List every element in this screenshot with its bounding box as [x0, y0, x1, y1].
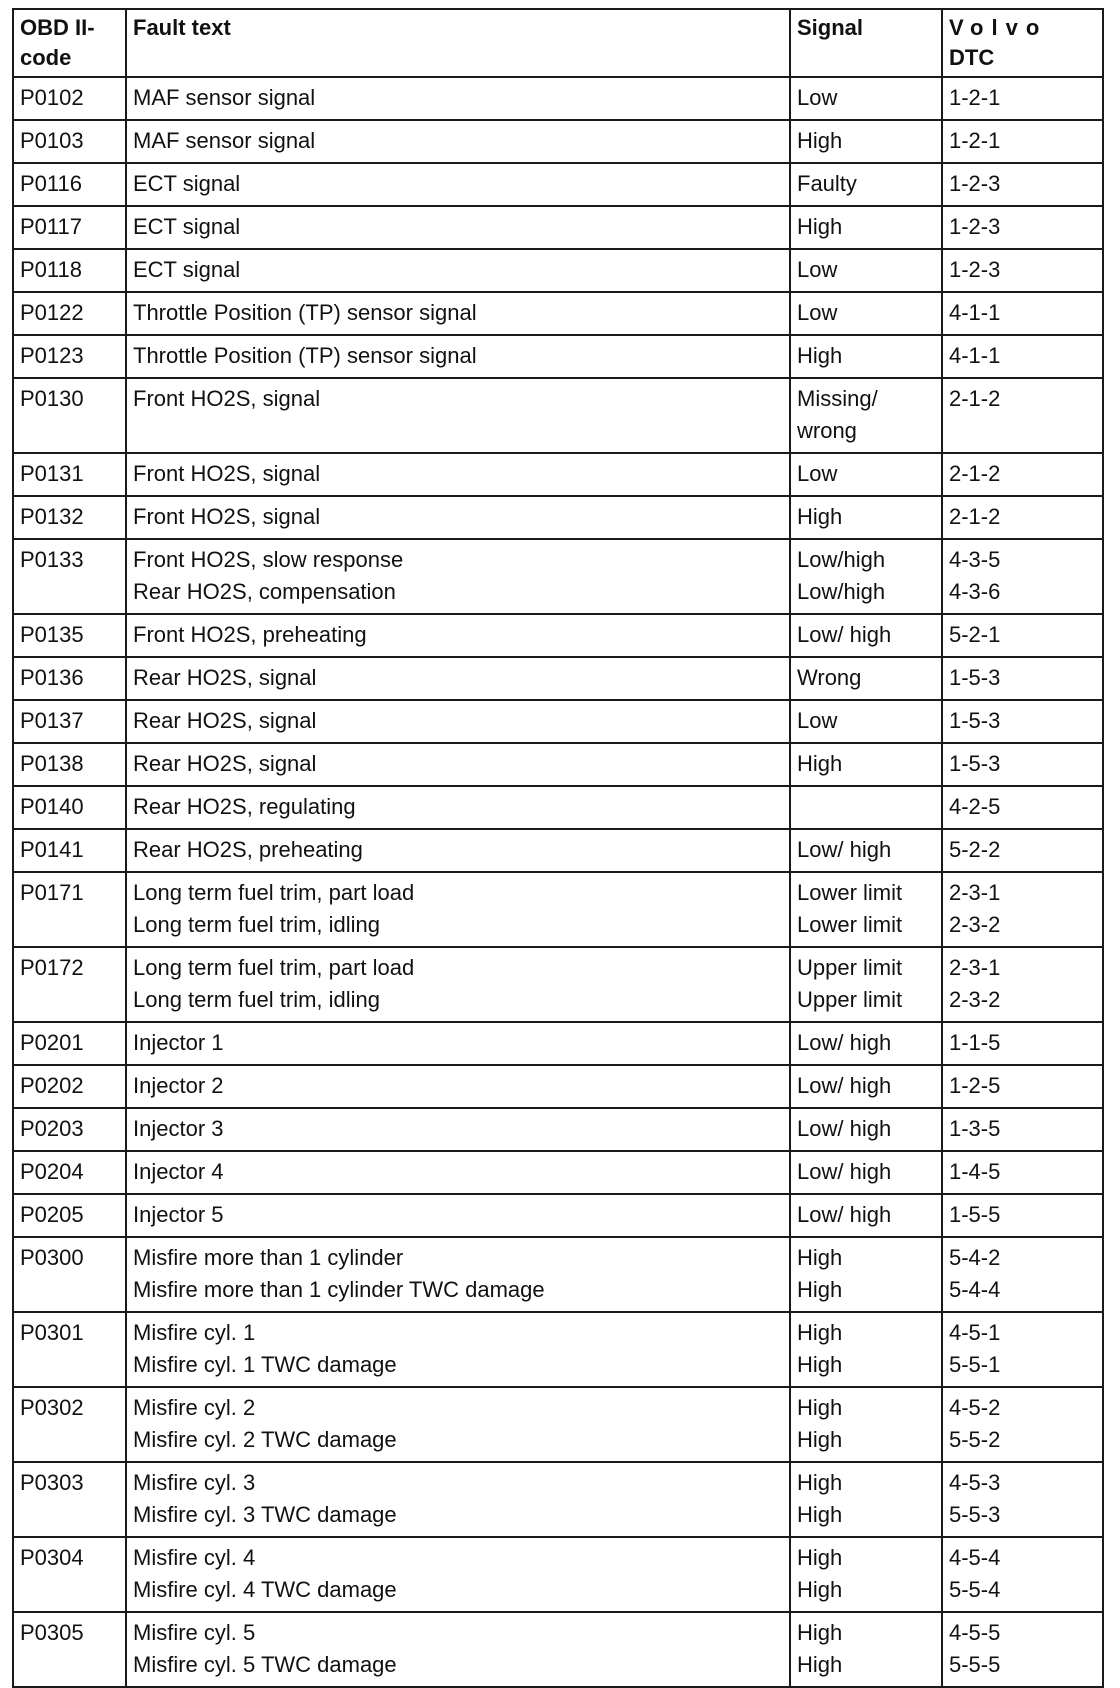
signal-cell [790, 1194, 942, 1237]
volvo-dtc-line: 2-1-2 [949, 461, 1001, 486]
fault-text-cell [126, 496, 790, 539]
fault-text-line: Injector 3 [133, 1116, 224, 1141]
table-row [13, 1312, 1103, 1387]
obd-code-cell: P0118 [13, 249, 126, 292]
header-volvo-dtc-line-2: DTC [949, 45, 995, 70]
table-row [13, 1194, 1103, 1237]
table-row [13, 77, 1103, 120]
volvo-dtc-line: 4-3-6 [949, 579, 1001, 604]
obd-code-cell: P0204 [13, 1151, 126, 1194]
volvo-dtc-line: 1-2-1 [949, 128, 1001, 153]
fault-text-line: Misfire cyl. 5 [133, 1620, 256, 1645]
table-row [13, 1537, 1103, 1612]
volvo-dtc-cell [942, 335, 1103, 378]
volvo-dtc-cell [942, 249, 1103, 292]
volvo-dtc-cell [942, 1537, 1103, 1612]
signal-line: High [797, 343, 843, 368]
signal-line: High [797, 1652, 843, 1677]
fault-text-line: Long term fuel trim, part load [133, 955, 415, 980]
volvo-dtc-line: 1-5-3 [949, 665, 1001, 690]
table-row [13, 378, 1103, 453]
signal-line: Low/ high [797, 1073, 892, 1098]
volvo-dtc-line: 5-5-5 [949, 1652, 1001, 1677]
table-row [13, 614, 1103, 657]
fault-text-line: Long term fuel trim, part load [133, 880, 415, 905]
obd-code-cell: P0117 [13, 206, 126, 249]
obd-code-cell: P0131 [13, 453, 126, 496]
obd-code-cell: P0141 [13, 829, 126, 872]
signal-cell [790, 1387, 942, 1462]
volvo-dtc-line: 1-1-5 [949, 1030, 1001, 1055]
fault-text-cell [126, 1237, 790, 1312]
obd-code-cell: P0302 [13, 1387, 126, 1462]
fault-text-line: Misfire cyl. 2 [133, 1395, 256, 1420]
fault-text-cell [126, 1022, 790, 1065]
volvo-dtc-cell [942, 1312, 1103, 1387]
fault-text-cell [126, 657, 790, 700]
table-row [13, 249, 1103, 292]
table-row [13, 120, 1103, 163]
signal-cell [790, 496, 942, 539]
table-row [13, 1462, 1103, 1537]
signal-cell [790, 872, 942, 947]
fault-text-cell [126, 120, 790, 163]
signal-line: Low/ high [797, 1030, 892, 1055]
signal-line: Low [797, 300, 838, 325]
signal-cell [790, 1237, 942, 1312]
volvo-dtc-line: 5-4-2 [949, 1245, 1001, 1270]
signal-cell [790, 786, 942, 829]
signal-line: Low/ high [797, 622, 892, 647]
fault-text-line: MAF sensor signal [133, 128, 316, 153]
volvo-dtc-line: 5-2-1 [949, 622, 1001, 647]
volvo-dtc-cell [942, 1065, 1103, 1108]
fault-text-line: MAF sensor signal [133, 85, 316, 110]
signal-line: Wrong [797, 665, 862, 690]
table-row [13, 743, 1103, 786]
obd-dtc-document [12, 8, 1102, 1688]
signal-cell [790, 829, 942, 872]
obd-dtc-table [12, 8, 1104, 1688]
volvo-dtc-cell [942, 292, 1103, 335]
fault-text-cell [126, 700, 790, 743]
signal-cell [790, 335, 942, 378]
volvo-dtc-line: 1-5-3 [949, 708, 1001, 733]
signal-line: Low/high [797, 579, 886, 604]
fault-text-line: Long term fuel trim, idling [133, 987, 380, 1012]
table-body [13, 77, 1103, 1687]
fault-text-cell [126, 335, 790, 378]
signal-cell [790, 1108, 942, 1151]
fault-text-cell [126, 77, 790, 120]
table-row [13, 539, 1103, 614]
signal-line: High [797, 1245, 843, 1270]
fault-text-cell [126, 1194, 790, 1237]
obd-code-cell: P0132 [13, 496, 126, 539]
fault-text-line: Misfire cyl. 3 TWC damage [133, 1502, 397, 1527]
fault-text-cell [126, 1065, 790, 1108]
fault-text-cell [126, 1387, 790, 1462]
fault-text-cell [126, 1108, 790, 1151]
obd-code-cell: P0205 [13, 1194, 126, 1237]
signal-cell [790, 947, 942, 1022]
signal-line: High [797, 1545, 843, 1570]
signal-cell [790, 1537, 942, 1612]
obd-code-cell: P0135 [13, 614, 126, 657]
table-row [13, 657, 1103, 700]
obd-code-cell: P0172 [13, 947, 126, 1022]
volvo-dtc-line: 4-5-1 [949, 1320, 1001, 1345]
fault-text-line: Throttle Position (TP) sensor signal [133, 300, 477, 325]
table-row [13, 335, 1103, 378]
fault-text-cell [126, 786, 790, 829]
header-signal: Signal [790, 9, 942, 77]
fault-text-cell [126, 1312, 790, 1387]
obd-code-cell: P0122 [13, 292, 126, 335]
volvo-dtc-cell [942, 1194, 1103, 1237]
volvo-dtc-line: 2-1-2 [949, 504, 1001, 529]
volvo-dtc-cell [942, 786, 1103, 829]
volvo-dtc-line: 4-3-5 [949, 547, 1001, 572]
obd-code-cell: P0202 [13, 1065, 126, 1108]
obd-code-cell: P0303 [13, 1462, 126, 1537]
volvo-dtc-line: 2-3-1 [949, 880, 1001, 905]
fault-text-line: Front HO2S, slow response [133, 547, 404, 572]
signal-line: High [797, 751, 843, 776]
signal-cell [790, 743, 942, 786]
obd-code-cell: P0130 [13, 378, 126, 453]
fault-text-line: Long term fuel trim, idling [133, 912, 380, 937]
table-row [13, 947, 1103, 1022]
volvo-dtc-line: 5-5-2 [949, 1427, 1001, 1452]
fault-text-cell [126, 292, 790, 335]
fault-text-line: Injector 4 [133, 1159, 224, 1184]
signal-line: Faulty [797, 171, 857, 196]
volvo-dtc-cell [942, 1108, 1103, 1151]
fault-text-cell [126, 249, 790, 292]
obd-code-cell: P0301 [13, 1312, 126, 1387]
obd-code-cell: P0123 [13, 335, 126, 378]
volvo-dtc-cell [942, 657, 1103, 700]
table-row [13, 453, 1103, 496]
obd-code-cell: P0103 [13, 120, 126, 163]
fault-text-line: Rear HO2S, signal [133, 708, 317, 733]
fault-text-cell [126, 378, 790, 453]
volvo-dtc-line: 1-5-5 [949, 1202, 1001, 1227]
obd-code-cell: P0116 [13, 163, 126, 206]
signal-line: High [797, 504, 843, 529]
signal-line: High [797, 1577, 843, 1602]
volvo-dtc-cell [942, 539, 1103, 614]
volvo-dtc-cell [942, 1387, 1103, 1462]
volvo-dtc-line: 1-2-5 [949, 1073, 1001, 1098]
volvo-dtc-line: 1-2-3 [949, 257, 1001, 282]
table-row [13, 1612, 1103, 1687]
fault-text-line: Injector 1 [133, 1030, 224, 1055]
signal-line: Low/high [797, 547, 886, 572]
signal-cell [790, 539, 942, 614]
fault-text-line: Misfire cyl. 3 [133, 1470, 256, 1495]
volvo-dtc-cell [942, 77, 1103, 120]
fault-text-line: ECT signal [133, 171, 241, 196]
volvo-dtc-cell [942, 378, 1103, 453]
signal-line: High [797, 1427, 843, 1452]
header-obd-code-line-2: code [20, 45, 72, 70]
table-row [13, 1108, 1103, 1151]
fault-text-cell [126, 453, 790, 496]
volvo-dtc-cell [942, 700, 1103, 743]
volvo-dtc-cell [942, 1022, 1103, 1065]
volvo-dtc-cell [942, 453, 1103, 496]
signal-cell [790, 614, 942, 657]
fault-text-line: ECT signal [133, 257, 241, 282]
table-row [13, 1237, 1103, 1312]
volvo-dtc-cell [942, 1237, 1103, 1312]
volvo-dtc-line: 4-5-2 [949, 1395, 1001, 1420]
volvo-dtc-cell [942, 829, 1103, 872]
obd-code-cell: P0137 [13, 700, 126, 743]
obd-code-cell: P0102 [13, 77, 126, 120]
volvo-dtc-line: 5-5-1 [949, 1352, 1001, 1377]
volvo-dtc-line: 2-3-1 [949, 955, 1001, 980]
signal-line: Low [797, 708, 838, 733]
signal-line: High [797, 1277, 843, 1302]
obd-code-cell: P0304 [13, 1537, 126, 1612]
volvo-dtc-line: 5-5-3 [949, 1502, 1001, 1527]
table-row [13, 829, 1103, 872]
signal-line: wrong [797, 418, 857, 443]
table-row [13, 206, 1103, 249]
signal-cell [790, 1022, 942, 1065]
signal-cell [790, 700, 942, 743]
signal-line: High [797, 1395, 843, 1420]
volvo-dtc-cell [942, 1612, 1103, 1687]
obd-code-cell: P0305 [13, 1612, 126, 1687]
signal-line: High [797, 128, 843, 153]
table-row [13, 872, 1103, 947]
fault-text-cell [126, 614, 790, 657]
obd-code-cell: P0136 [13, 657, 126, 700]
volvo-dtc-line: 5-5-4 [949, 1577, 1001, 1602]
signal-cell [790, 657, 942, 700]
signal-line: Upper limit [797, 955, 903, 980]
signal-line: High [797, 1352, 843, 1377]
header-volvo-dtc [942, 9, 1103, 77]
fault-text-line: Front HO2S, preheating [133, 622, 367, 647]
signal-cell [790, 1065, 942, 1108]
signal-line: Lower limit [797, 880, 903, 905]
fault-text-line: Misfire cyl. 1 TWC damage [133, 1352, 397, 1377]
volvo-dtc-cell [942, 947, 1103, 1022]
volvo-dtc-line: 4-2-5 [949, 794, 1001, 819]
signal-line: Low/ high [797, 1159, 892, 1184]
table-row [13, 496, 1103, 539]
volvo-dtc-cell [942, 496, 1103, 539]
fault-text-cell [126, 1462, 790, 1537]
signal-line: Low [797, 461, 838, 486]
volvo-dtc-cell [942, 872, 1103, 947]
signal-line: Low [797, 257, 838, 282]
signal-line: Low/ high [797, 837, 892, 862]
signal-line: Low/ high [797, 1116, 892, 1141]
fault-text-line: Misfire cyl. 4 TWC damage [133, 1577, 397, 1602]
signal-line: Low/ high [797, 1202, 892, 1227]
volvo-dtc-cell [942, 743, 1103, 786]
fault-text-line: Misfire cyl. 5 TWC damage [133, 1652, 397, 1677]
fault-text-line: Front HO2S, signal [133, 461, 321, 486]
signal-line: High [797, 214, 843, 239]
volvo-dtc-line: 2-3-2 [949, 912, 1001, 937]
volvo-dtc-line: 4-5-3 [949, 1470, 1001, 1495]
signal-cell [790, 206, 942, 249]
fault-text-cell [126, 872, 790, 947]
table-row [13, 292, 1103, 335]
fault-text-line: Injector 2 [133, 1073, 224, 1098]
signal-line: High [797, 1620, 843, 1645]
obd-code-cell: P0133 [13, 539, 126, 614]
fault-text-cell [126, 1612, 790, 1687]
fault-text-cell [126, 1537, 790, 1612]
header-obd-code-line-1: OBD II- [20, 15, 95, 40]
volvo-dtc-line: 4-5-4 [949, 1545, 1001, 1570]
table-row [13, 1151, 1103, 1194]
volvo-dtc-line: 1-2-1 [949, 85, 1001, 110]
volvo-dtc-line: 4-1-1 [949, 300, 1001, 325]
obd-code-cell: P0140 [13, 786, 126, 829]
volvo-dtc-cell [942, 1462, 1103, 1537]
signal-cell [790, 1612, 942, 1687]
volvo-dtc-line: 2-1-2 [949, 386, 1001, 411]
signal-cell [790, 1462, 942, 1537]
volvo-dtc-line: 4-1-1 [949, 343, 1001, 368]
fault-text-line: Rear HO2S, signal [133, 751, 317, 776]
volvo-dtc-line: 4-5-5 [949, 1620, 1001, 1645]
table-row [13, 1387, 1103, 1462]
signal-line: High [797, 1470, 843, 1495]
obd-code-cell: P0201 [13, 1022, 126, 1065]
volvo-dtc-line: 5-4-4 [949, 1277, 1001, 1302]
signal-line: High [797, 1320, 843, 1345]
volvo-dtc-line: 5-2-2 [949, 837, 1001, 862]
volvo-dtc-line: 1-2-3 [949, 214, 1001, 239]
table-row [13, 1022, 1103, 1065]
fault-text-cell [126, 1151, 790, 1194]
volvo-dtc-line: 1-5-3 [949, 751, 1001, 776]
signal-cell [790, 453, 942, 496]
fault-text-line: Misfire more than 1 cylinder TWC damage [133, 1277, 545, 1302]
fault-text-cell [126, 829, 790, 872]
signal-cell [790, 120, 942, 163]
volvo-dtc-line: 2-3-2 [949, 987, 1001, 1012]
fault-text-line: Front HO2S, signal [133, 386, 321, 411]
header-fault-text: Fault text [126, 9, 790, 77]
header-row [13, 9, 1103, 77]
table-row [13, 163, 1103, 206]
fault-text-line: Misfire cyl. 1 [133, 1320, 256, 1345]
obd-code-cell: P0203 [13, 1108, 126, 1151]
fault-text-line: ECT signal [133, 214, 241, 239]
volvo-dtc-line: 1-2-3 [949, 171, 1001, 196]
fault-text-line: Front HO2S, signal [133, 504, 321, 529]
signal-cell [790, 292, 942, 335]
volvo-dtc-line: 1-4-5 [949, 1159, 1001, 1184]
volvo-dtc-cell [942, 120, 1103, 163]
fault-text-cell [126, 743, 790, 786]
table-row [13, 700, 1103, 743]
signal-line: Missing/ [797, 386, 878, 411]
signal-cell [790, 249, 942, 292]
signal-cell [790, 378, 942, 453]
signal-line: Low [797, 85, 838, 110]
header-obd-code [13, 9, 126, 77]
volvo-dtc-line: 1-3-5 [949, 1116, 1001, 1141]
volvo-dtc-cell [942, 163, 1103, 206]
signal-cell [790, 163, 942, 206]
fault-text-line: Rear HO2S, preheating [133, 837, 363, 862]
volvo-dtc-cell [942, 206, 1103, 249]
fault-text-cell [126, 947, 790, 1022]
fault-text-line: Rear HO2S, signal [133, 665, 317, 690]
obd-code-cell: P0138 [13, 743, 126, 786]
fault-text-cell [126, 163, 790, 206]
signal-cell [790, 1312, 942, 1387]
table-row [13, 786, 1103, 829]
obd-code-cell: P0171 [13, 872, 126, 947]
signal-cell [790, 1151, 942, 1194]
signal-line: Upper limit [797, 987, 903, 1012]
fault-text-line: Misfire more than 1 cylinder [133, 1245, 404, 1270]
obd-code-cell: P0300 [13, 1237, 126, 1312]
table-row [13, 1065, 1103, 1108]
fault-text-line: Rear HO2S, regulating [133, 794, 356, 819]
volvo-dtc-cell [942, 614, 1103, 657]
signal-line: High [797, 1502, 843, 1527]
volvo-dtc-cell [942, 1151, 1103, 1194]
signal-line: Lower limit [797, 912, 903, 937]
fault-text-cell [126, 206, 790, 249]
fault-text-line: Misfire cyl. 4 [133, 1545, 256, 1570]
signal-cell [790, 77, 942, 120]
header-volvo-dtc-line-1: Volvo [949, 15, 1048, 40]
fault-text-line: Throttle Position (TP) sensor signal [133, 343, 477, 368]
fault-text-cell [126, 539, 790, 614]
fault-text-line: Misfire cyl. 2 TWC damage [133, 1427, 397, 1452]
fault-text-line: Rear HO2S, compensation [133, 579, 396, 604]
fault-text-line: Injector 5 [133, 1202, 224, 1227]
